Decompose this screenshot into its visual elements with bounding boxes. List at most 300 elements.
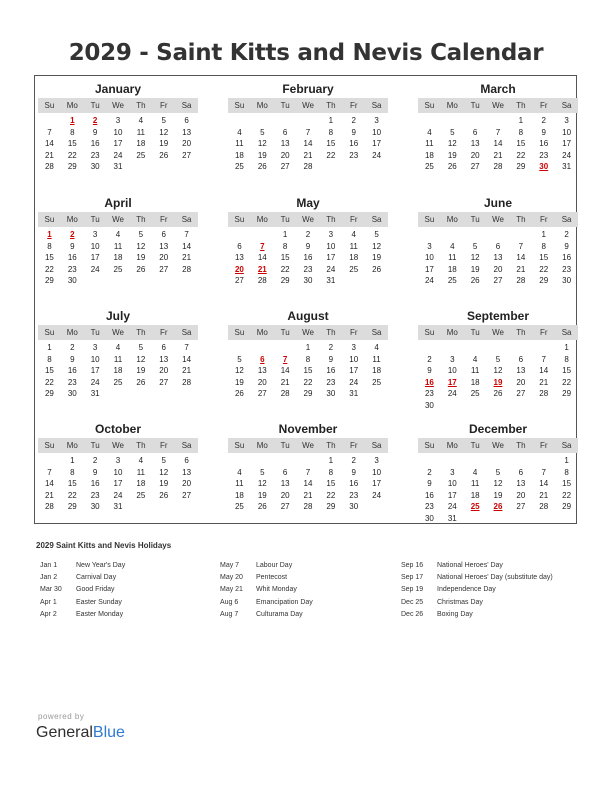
weekday-label: Sa	[371, 328, 382, 337]
day-cell: 18	[234, 150, 244, 160]
empty-cell	[532, 455, 555, 467]
day-cell: 11	[235, 479, 244, 489]
day-cell: 24	[372, 490, 382, 500]
month-july	[38, 309, 198, 400]
weekday-header	[38, 438, 198, 453]
holiday-day-cell: 6	[260, 354, 265, 364]
day-cell: 30	[67, 389, 77, 399]
month-name: July	[105, 309, 130, 323]
day-cell: 13	[159, 354, 169, 364]
day-cell: 13	[280, 479, 290, 489]
day-cell: 14	[539, 366, 549, 376]
day-grid	[418, 342, 578, 412]
holiday-row	[401, 609, 553, 621]
holiday-date: Dec 26	[401, 610, 424, 618]
weekday-header	[38, 212, 198, 227]
day-cell: 6	[282, 467, 288, 477]
day-cell: 27	[516, 389, 526, 399]
day-cell: 21	[493, 150, 503, 160]
weekday-label: We	[112, 441, 124, 450]
weekday-label: We	[302, 441, 314, 450]
day-cell: 23	[326, 377, 336, 387]
day-cell: 1	[564, 456, 569, 465]
day-cell: 10	[113, 467, 123, 477]
day-grid	[38, 229, 198, 287]
weekday-header	[228, 212, 388, 227]
holiday-name: Carnival Day	[76, 574, 117, 582]
day-cell: 20	[493, 264, 503, 274]
empty-cell	[418, 342, 441, 354]
empty-cell	[251, 115, 274, 127]
weekday-label: Sa	[561, 441, 572, 450]
day-cell: 21	[303, 150, 313, 160]
day-cell: 4	[472, 467, 478, 477]
day-cell: 26	[136, 264, 146, 274]
day-cell: 10	[326, 241, 336, 251]
day-cell: 5	[161, 116, 166, 125]
empty-cell	[418, 229, 441, 241]
day-cell: 24	[447, 389, 457, 399]
day-cell: 9	[70, 241, 75, 251]
day-cell: 21	[44, 490, 54, 500]
day-cell: 29	[539, 276, 549, 286]
day-cell: 9	[541, 127, 546, 137]
holiday-row	[40, 560, 125, 572]
weekday-header	[228, 325, 388, 340]
day-cell: 5	[260, 127, 265, 137]
day-cell: 8	[518, 127, 524, 137]
empty-cell	[441, 229, 464, 241]
day-cell: 19	[159, 139, 169, 149]
day-cell: 25	[136, 150, 146, 160]
empty-cell	[228, 455, 251, 467]
day-cell: 3	[92, 343, 98, 352]
powered-by-text: powered by	[38, 712, 85, 721]
day-cell: 2	[541, 116, 546, 125]
holiday-column-2	[220, 560, 313, 621]
day-cell: 4	[237, 127, 242, 137]
weekday-label: Su	[424, 215, 435, 224]
weekday-label: Th	[326, 215, 336, 224]
holiday-day-cell: 7	[282, 354, 288, 364]
day-cell: 8	[541, 241, 546, 251]
day-cell: 25	[136, 490, 146, 500]
day-cell: 27	[234, 276, 244, 286]
day-cell: 22	[303, 377, 313, 387]
holiday-day-cell: 17	[447, 377, 457, 387]
day-cell: 22	[326, 490, 336, 500]
day-cell: 15	[516, 139, 526, 149]
day-cell: 14	[44, 139, 54, 149]
day-cell: 21	[516, 264, 526, 274]
month-name: January	[94, 82, 142, 96]
day-grid	[418, 115, 578, 173]
holiday-date: May 20	[220, 574, 243, 582]
day-cell: 7	[541, 467, 546, 477]
day-cell: 1	[305, 343, 311, 352]
month-name: December	[468, 422, 528, 436]
day-cell: 20	[280, 150, 290, 160]
day-cell: 6	[184, 456, 189, 465]
day-cell: 12	[159, 127, 169, 137]
day-cell: 21	[280, 377, 290, 387]
month-name: March	[480, 82, 516, 96]
holiday-day-cell: 19	[493, 377, 503, 387]
weekday-label: Fr	[349, 215, 358, 224]
day-cell: 19	[257, 490, 267, 500]
month-october	[38, 422, 198, 513]
weekday-label: Mo	[66, 441, 78, 450]
day-cell: 11	[113, 241, 123, 251]
weekday-label: We	[112, 215, 124, 224]
day-cell: 3	[115, 456, 121, 465]
weekday-label: Su	[234, 101, 245, 110]
day-cell: 18	[113, 253, 123, 263]
day-cell: 21	[539, 377, 549, 387]
day-cell: 3	[328, 230, 334, 239]
day-cell: 15	[67, 479, 77, 489]
holiday-row	[220, 609, 313, 621]
empty-cell	[251, 229, 274, 241]
day-cell: 2	[427, 354, 432, 364]
day-cell: 9	[427, 366, 432, 376]
weekday-label: Mo	[446, 215, 458, 224]
day-cell: 6	[161, 230, 166, 239]
day-cell: 28	[303, 502, 313, 512]
day-cell: 28	[182, 264, 192, 274]
weekday-label: Th	[136, 441, 146, 450]
day-cell: 6	[518, 354, 524, 364]
day-cell: 20	[516, 490, 526, 500]
day-cell: 24	[372, 150, 382, 160]
day-cell: 25	[349, 264, 359, 274]
day-cell: 26	[257, 502, 267, 512]
day-cell: 27	[257, 389, 267, 399]
empty-cell	[274, 455, 297, 467]
weekday-label: Su	[44, 101, 55, 110]
day-cell: 14	[182, 241, 192, 251]
weekday-label: Su	[44, 215, 55, 224]
day-cell: 24	[447, 502, 457, 512]
day-cell: 31	[562, 162, 572, 172]
day-cell: 8	[564, 467, 569, 477]
day-cell: 5	[138, 343, 144, 352]
day-cell: 1	[328, 116, 334, 125]
generalblue-logo[interactable]	[36, 724, 125, 742]
day-cell: 26	[257, 162, 267, 172]
day-cell: 9	[328, 354, 334, 364]
day-cell: 8	[282, 241, 288, 251]
day-cell: 30	[562, 276, 572, 286]
day-cell: 3	[115, 116, 121, 125]
day-cell: 5	[237, 354, 242, 364]
weekday-label: Su	[424, 328, 435, 337]
day-cell: 15	[326, 139, 336, 149]
day-cell: 23	[349, 150, 359, 160]
empty-cell	[38, 455, 61, 467]
day-cell: 22	[280, 264, 290, 274]
day-cell: 13	[516, 366, 526, 376]
day-cell: 6	[282, 127, 288, 137]
day-grid	[228, 229, 388, 287]
weekday-label: Tu	[90, 101, 100, 110]
empty-cell	[297, 455, 320, 467]
month-april	[38, 196, 198, 287]
day-cell: 27	[159, 377, 169, 387]
empty-cell	[509, 229, 532, 241]
day-cell: 19	[447, 150, 457, 160]
day-cell: 31	[113, 502, 123, 512]
day-cell: 29	[44, 276, 54, 286]
day-cell: 25	[234, 162, 244, 172]
day-cell: 5	[161, 456, 166, 465]
day-cell: 5	[472, 241, 478, 251]
holiday-row	[40, 609, 125, 621]
day-cell: 8	[70, 467, 75, 477]
weekday-label: Th	[516, 441, 526, 450]
day-cell: 2	[351, 456, 356, 465]
day-cell: 5	[260, 467, 265, 477]
day-cell: 30	[424, 400, 434, 410]
holiday-day-cell: 25	[470, 502, 480, 512]
weekday-label: Su	[234, 215, 245, 224]
day-cell: 21	[303, 490, 313, 500]
weekday-label: Th	[136, 215, 146, 224]
holiday-row	[220, 597, 313, 609]
day-cell: 17	[562, 139, 572, 149]
day-cell: 8	[328, 127, 334, 137]
day-cell: 24	[90, 377, 100, 387]
empty-cell	[487, 229, 510, 241]
empty-cell	[38, 115, 61, 127]
empty-cell	[487, 342, 510, 354]
weekday-label: Tu	[90, 215, 100, 224]
day-cell: 6	[237, 241, 242, 251]
day-cell: 26	[159, 150, 169, 160]
weekday-label: Mo	[66, 215, 78, 224]
weekday-label: Sa	[181, 101, 192, 110]
holiday-name: Labour Day	[256, 562, 293, 569]
weekday-label: We	[492, 215, 504, 224]
day-cell: 13	[470, 139, 480, 149]
day-cell: 28	[303, 162, 313, 172]
day-cell: 30	[90, 502, 100, 512]
month-name: May	[296, 196, 320, 210]
day-cell: 19	[493, 490, 503, 500]
day-cell: 10	[90, 241, 100, 251]
weekday-label: Tu	[470, 215, 480, 224]
day-cell: 14	[257, 253, 267, 263]
day-cell: 18	[372, 366, 382, 376]
day-cell: 10	[90, 354, 100, 364]
day-cell: 20	[159, 366, 169, 376]
day-cell: 28	[182, 377, 192, 387]
day-cell: 7	[184, 230, 189, 239]
day-cell: 12	[470, 253, 480, 263]
weekday-label: Sa	[181, 215, 192, 224]
day-cell: 23	[424, 389, 434, 399]
day-cell: 9	[351, 127, 356, 137]
day-cell: 5	[450, 127, 455, 137]
day-cell: 19	[136, 253, 146, 263]
day-cell: 4	[351, 230, 356, 239]
weekday-label: Tu	[280, 441, 290, 450]
day-grid	[38, 342, 198, 400]
day-cell: 29	[67, 162, 77, 172]
day-cell: 5	[138, 230, 144, 239]
day-cell: 13	[182, 467, 192, 477]
day-cell: 16	[326, 366, 336, 376]
day-cell: 11	[136, 127, 146, 137]
day-cell: 21	[44, 150, 54, 160]
day-cell: 6	[518, 467, 524, 477]
day-cell: 28	[539, 389, 549, 399]
day-cell: 20	[280, 490, 290, 500]
month-name: September	[466, 309, 530, 323]
day-cell: 29	[562, 502, 572, 512]
holiday-date: May 21	[220, 586, 243, 594]
day-cell: 7	[541, 354, 546, 364]
day-cell: 16	[349, 479, 359, 489]
holiday-day-cell: 2	[70, 230, 75, 239]
holiday-name: Independence Day	[437, 586, 496, 594]
day-cell: 9	[305, 241, 311, 251]
day-cell: 26	[136, 377, 146, 387]
weekday-label: Fr	[539, 101, 548, 110]
day-cell: 4	[374, 343, 379, 352]
day-cell: 3	[92, 230, 98, 239]
day-cell: 11	[448, 253, 457, 263]
holiday-name: Culturama Day	[256, 610, 303, 618]
day-cell: 13	[234, 253, 244, 263]
day-cell: 12	[493, 479, 503, 489]
day-cell: 20	[516, 377, 526, 387]
calendar-grid	[34, 75, 577, 524]
weekday-label: Mo	[66, 101, 78, 110]
day-cell: 8	[47, 241, 52, 251]
day-cell: 24	[113, 150, 123, 160]
empty-cell	[297, 115, 320, 127]
day-cell: 6	[495, 241, 501, 251]
day-cell: 10	[349, 354, 359, 364]
day-cell: 10	[113, 127, 123, 137]
empty-cell	[487, 115, 510, 127]
holiday-date: May 7	[220, 562, 240, 569]
day-cell: 28	[493, 162, 503, 172]
day-cell: 26	[234, 389, 244, 399]
weekday-label: Th	[326, 328, 336, 337]
day-cell: 25	[234, 502, 244, 512]
day-cell: 22	[67, 490, 77, 500]
day-cell: 30	[349, 502, 359, 512]
day-cell: 27	[493, 276, 503, 286]
day-cell: 27	[516, 502, 526, 512]
day-cell: 18	[349, 253, 359, 263]
day-cell: 25	[113, 377, 123, 387]
weekday-label: Tu	[280, 101, 290, 110]
day-cell: 27	[280, 162, 290, 172]
day-cell: 17	[90, 253, 100, 263]
day-cell: 4	[138, 456, 144, 465]
holiday-date: Sep 17	[401, 574, 424, 582]
holiday-day-cell: 1	[47, 230, 52, 239]
holiday-date: Aug 6	[220, 598, 239, 606]
holiday-day-cell: 20	[234, 264, 244, 274]
day-cell: 31	[326, 276, 336, 286]
day-grid	[228, 115, 388, 173]
day-cell: 14	[280, 366, 290, 376]
weekday-header	[418, 438, 578, 453]
weekday-label: Su	[424, 101, 435, 110]
day-cell: 23	[67, 264, 77, 274]
holiday-name: Pentecost	[256, 574, 288, 582]
logo-general: General	[36, 724, 93, 741]
day-cell: 7	[305, 467, 311, 477]
day-cell: 17	[372, 479, 382, 489]
empty-cell	[441, 455, 464, 467]
day-cell: 7	[47, 127, 52, 137]
day-cell: 16	[349, 139, 359, 149]
day-cell: 27	[470, 162, 480, 172]
weekday-label: We	[492, 328, 504, 337]
day-cell: 14	[44, 479, 54, 489]
day-cell: 23	[562, 264, 572, 274]
day-cell: 4	[427, 127, 432, 137]
day-cell: 22	[562, 377, 572, 387]
weekday-label: Fr	[539, 328, 548, 337]
day-cell: 29	[67, 502, 77, 512]
day-cell: 10	[372, 467, 382, 477]
day-cell: 27	[280, 502, 290, 512]
holiday-name: National Heroes' Day (substitute day)	[437, 574, 553, 582]
holiday-row	[40, 597, 125, 609]
day-cell: 7	[47, 467, 52, 477]
day-cell: 8	[305, 354, 311, 364]
month-name: June	[483, 196, 512, 210]
day-cell: 16	[539, 139, 549, 149]
day-cell: 4	[115, 230, 121, 239]
holiday-row	[401, 597, 553, 609]
weekday-label: Mo	[256, 328, 268, 337]
day-cell: 15	[539, 253, 549, 263]
holiday-name: Christmas Day	[437, 598, 483, 606]
holiday-date: Jan 1	[40, 562, 58, 569]
day-cell: 14	[539, 479, 549, 489]
day-cell: 3	[351, 343, 356, 352]
day-cell: 10	[447, 366, 457, 376]
day-cell: 13	[280, 139, 290, 149]
day-cell: 28	[257, 276, 267, 286]
day-cell: 10	[562, 127, 572, 137]
weekday-label: Sa	[561, 215, 572, 224]
day-cell: 18	[447, 264, 457, 274]
day-cell: 12	[159, 467, 169, 477]
empty-cell	[464, 115, 487, 127]
weekday-label: Fr	[159, 215, 168, 224]
month-august	[228, 309, 388, 400]
day-cell: 17	[113, 479, 123, 489]
day-cell: 29	[516, 162, 526, 172]
day-cell: 23	[90, 490, 100, 500]
day-cell: 22	[326, 150, 336, 160]
holiday-row	[220, 560, 313, 572]
day-cell: 8	[564, 354, 569, 364]
weekday-label: Th	[326, 441, 336, 450]
day-cell: 4	[115, 343, 121, 352]
holiday-date: Mar 30	[40, 586, 62, 594]
day-cell: 6	[184, 116, 189, 125]
month-december	[418, 422, 578, 525]
